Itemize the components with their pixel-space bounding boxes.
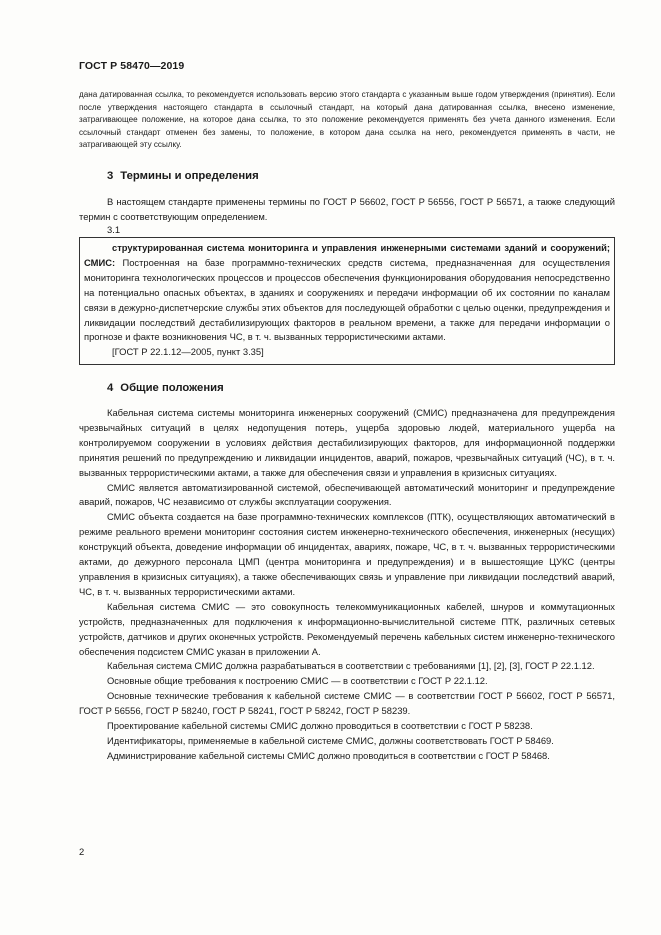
section-4-paragraph-7: Основные технические требования к кабельной системе СМИС — в соответствии ГОСТ Р 56602, ГОСТ Р 56571, ГОСТ Р 56556, ГОСТ Р 58240, ГОСТ Р 58241, ГОСТ Р 58242, ГОСТ Р 58239. [79, 690, 615, 717]
section-4-number: 4 [107, 382, 114, 394]
intro-paragraph: дана датированная ссылка, то рекомендуется использовать версию этого стандарта с указанным выше годом утверждения (принятия). Если после утверждения настоящего стандарта в ссылочный стандарт, на который дана датированная ссылка, внесено изменение, затрагивающее положение, на которое дана ссылка, то это положение рекомендуется применять без учета данного изменения. Если ссылочный стандарт отменен без замены, то положение, в котором дана ссылка на него, рекомендуется применять в части, не затрагивающей эту ссылку. [79, 90, 615, 149]
section-4-paragraph-10: Администрирование кабельной системы СМИС должно проводиться в соответствии с ГОСТ Р 58468. [107, 749, 550, 761]
section-4-title: Общие положения [120, 382, 224, 394]
section-3-intro [79, 195, 615, 225]
page-number: 2 [79, 846, 85, 857]
section-4-body [79, 406, 615, 764]
term-name: структурированная система мониторинга и управления инженерными системами зданий и сооружений; СМИС: [84, 242, 610, 268]
section-4-paragraph-2: СМИС является автоматизированной системой, обеспечивающей автоматический мониторинг и предупреждение аварий, пожаров, ЧС независимо от службы эксплуатации сооружения. [79, 481, 615, 508]
term-definition-box [79, 237, 615, 365]
section-4-paragraph-8: Проектирование кабельной системы СМИС должно проводиться в соответствии с ГОСТ Р 58238. [107, 720, 533, 732]
section-3-heading [107, 170, 259, 182]
term-number: 3.1 [107, 224, 121, 235]
section-4-paragraph-4: Кабельная система СМИС — это совокупность телекоммуникационных кабелей, шнуров и коммутационных устройств, предназначенных для подключения к информационно-вычислительной системе ПТК, различных сетевых устройств, датчиков и других оконечных устройств. Рекомендуемый перечень кабельных систем инженерно-технического обеспечения подсистем СМИС указан в приложении А. [79, 600, 615, 657]
term-definition: Построенная на базе программно-технических средств система, предназначенная для осуществления мониторинга технологических процессов и процессов обеспечения функционирования оборудования непосредственно на потенциально опасных объектах, в зданиях и сооружениях и передачи информации об их состоянии по каналам связи в дежурно-диспетчерские службы этих объектов для последующей обработки с целью оценки, предупреждения и ликвидации последствий дестабилизирующих факторов в реальном времени, а также для передачи информации о прогнозе и факте возникновения ЧС, в т. ч. вызванных террористическими актами. [84, 256, 610, 343]
section-4-paragraph-9: Идентификаторы, применяемые в кабельной системе СМИС, должны соответствовать ГОСТ Р 58469. [107, 734, 554, 746]
section-4-paragraph-6: Основные общие требования к построению СМИС — в соответствии с ГОСТ Р 22.1.12. [107, 675, 488, 687]
section-3-title: Термины и определения [120, 170, 259, 182]
term-entry [84, 241, 610, 345]
section-3-paragraph: В настоящем стандарте применены термины по ГОСТ Р 56602, ГОСТ Р 56556, ГОСТ Р 56571, а также следующий термин с соответствующим определением. [79, 196, 615, 222]
document-header: ГОСТ Р 58470—2019 [79, 60, 185, 72]
term-source: [ГОСТ Р 22.1.12—2005, пункт 3.35] [112, 346, 264, 358]
section-4-paragraph-1: Кабельная система системы мониторинга инженерных сооружений (СМИС) предназначена для предупреждения чрезвычайных ситуаций в целях недопущения потерь, ущерба здоровью людей, материального ущерба на контролируемом сооружении в условиях действия дестабилизирующих факторов, для информационной поддержки принятия решений по предупреждению и ликвидации инцидентов, аварий, пожаров, чрезвычайных ситуаций (ЧС), в т. ч. вызванных террористическими актами, а также для обеспечения связи и управления в кризисных ситуациях. [79, 407, 615, 478]
section-4-paragraph-3: СМИС объекта создается на базе программно-технических комплексов (ПТК), осуществляющих автоматический в режиме реального времени мониторинг состояния систем инженерно-технического обеспечения, инженерных (несущих) конструкций объекта, доведение информации об инцидентах, авариях, пожаре, ЧС, в т. ч. вызванных террористическими актами, до дежурного персонала ЦМП (центра мониторинга и предупреждения) и в вышестоящие ЦУКС (центры управления в кризисных ситуациях), а также обеспечивающих связь и управление при ликвидации последствий аварий, ЧС, в т. ч. вызванных террористическими актами. [79, 511, 615, 597]
section-4-heading [107, 382, 224, 394]
section-4-paragraph-5: Кабельная система СМИС должна разрабатываться в соответствии с требованиями [1], [2], [3], ГОСТ Р 22.1.12. [107, 660, 595, 672]
section-3-number: 3 [107, 170, 114, 182]
